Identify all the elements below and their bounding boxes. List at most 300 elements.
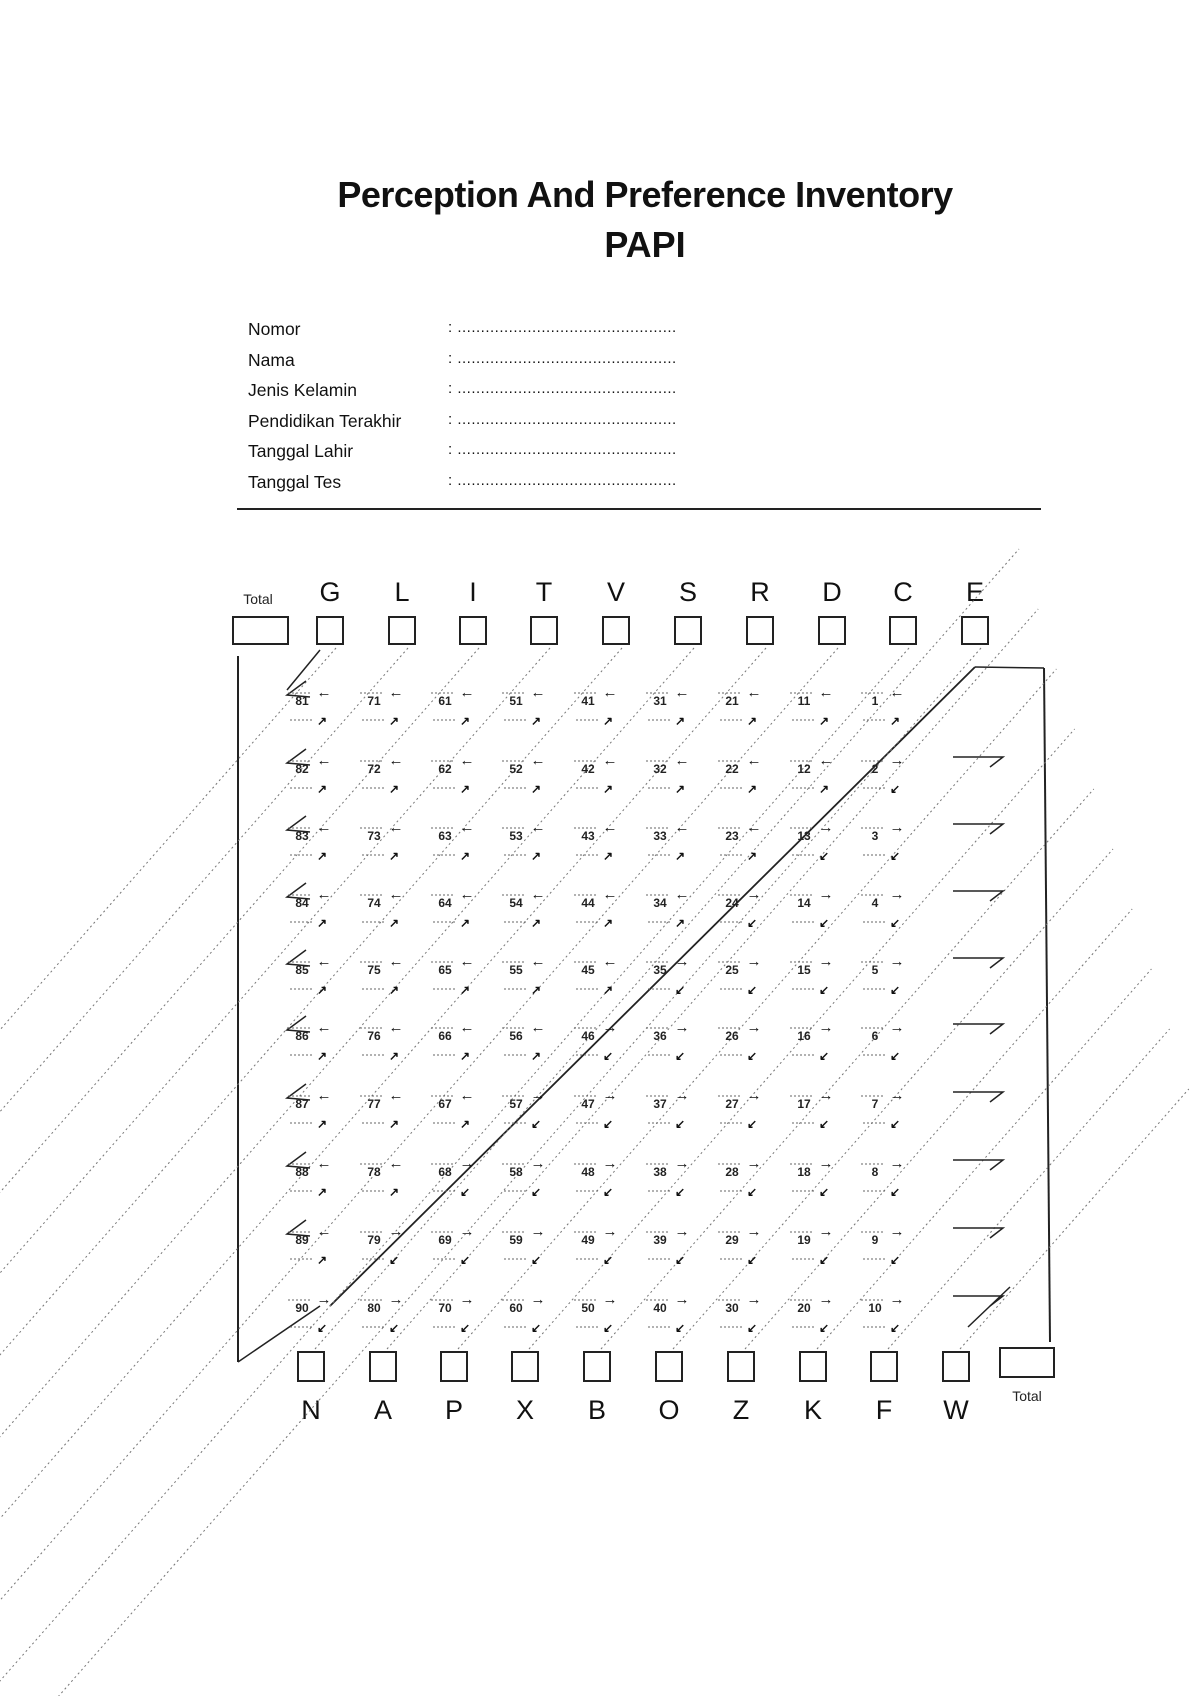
field-value[interactable]: : ............................................... [448,471,677,489]
arrow-up-right-icon: ↗ [746,849,758,863]
arrow-up-right-icon: ↗ [818,714,830,728]
question-number: 8 [871,1165,879,1179]
arrow-left-icon: ← [388,684,404,701]
bottom-score-box-p[interactable] [441,1352,467,1381]
arrow-left-icon: ← [459,1087,475,1104]
question-number: 39 [653,1233,667,1247]
question-number: 78 [367,1165,381,1179]
arrow-down-left-icon: ↙ [674,983,686,997]
bottom-letter-o: O [658,1395,680,1425]
arrow-down-left-icon: ↙ [674,1117,686,1131]
question-number: 53 [509,829,523,843]
top-score-box-v[interactable] [603,617,629,644]
question-number: 89 [295,1233,309,1247]
arrow-down-left-icon: ↙ [602,1185,614,1199]
arrow-up-right-icon: ↗ [674,849,686,863]
field-value[interactable]: : ............................................... [448,319,677,336]
right-hook-mark [953,958,1003,968]
arrow-left-icon: ← [316,684,332,701]
arrow-down-left-icon: ↙ [602,1321,614,1335]
arrow-left-icon: ← [388,819,404,836]
arrow-left-icon: ← [459,684,475,701]
question-number: 82 [295,762,309,776]
arrow-right-icon: → [602,1155,618,1172]
top-score-box-r[interactable] [747,617,773,644]
top-score-box-t[interactable] [531,617,557,644]
arrow-left-icon: ← [316,953,332,970]
bottom-score-box-f[interactable] [871,1352,897,1381]
question-number: 46 [581,1029,595,1043]
question-number: 56 [509,1029,523,1043]
question-number: 29 [725,1233,739,1247]
question-number: 61 [438,694,452,708]
arrow-right-icon: → [746,886,762,903]
arrow-left-icon: ← [316,1223,332,1240]
frame-top-right-line [975,667,1044,668]
arrow-right-icon: → [746,1291,762,1308]
arrow-right-icon: → [459,1155,475,1172]
arrow-down-left-icon: ↙ [674,1321,686,1335]
arrow-left-icon: ← [388,953,404,970]
arrow-down-left-icon: ↙ [602,1049,614,1063]
arrow-down-left-icon: ↙ [818,916,830,930]
arrow-down-left-icon: ↙ [459,1253,471,1267]
arrow-right-icon: → [889,953,905,970]
arrow-down-left-icon: ↙ [388,1321,400,1335]
dotted-guide-line [0,648,981,1696]
arrow-up-right-icon: ↗ [674,714,686,728]
frame-right-line [1044,668,1050,1342]
left-bracket-mark [287,650,320,690]
arrow-right-icon: → [602,1291,618,1308]
question-number: 42 [581,762,595,776]
question-number: 43 [581,829,595,843]
question-number: 64 [438,896,452,910]
top-letter-t: T [535,577,553,607]
arrow-down-left-icon: ↙ [818,1185,830,1199]
arrow-right-icon: → [674,1155,690,1172]
arrow-down-left-icon: ↙ [530,1185,542,1199]
arrow-right-icon: → [889,752,905,769]
arrow-down-left-icon: ↙ [602,1253,614,1267]
arrow-right-icon: → [746,1155,762,1172]
arrow-up-right-icon: ↗ [388,1117,400,1131]
bottom-letter-z: Z [732,1395,750,1425]
question-number: 27 [725,1097,739,1111]
arrow-up-right-icon: ↗ [459,782,471,796]
arrow-down-left-icon: ↙ [674,1049,686,1063]
bottom-score-box-x[interactable] [512,1352,538,1381]
arrow-down-left-icon: ↙ [530,1321,542,1335]
question-number: 7 [871,1097,879,1111]
arrow-down-left-icon: ↙ [602,1117,614,1131]
arrow-down-left-icon: ↙ [889,1049,901,1063]
question-number: 38 [653,1165,667,1179]
right-hook-mark [953,1024,1003,1034]
question-number: 24 [725,896,739,910]
field-label: Tanggal Lahir [248,441,354,461]
arrow-down-left-icon: ↙ [889,1253,901,1267]
question-number: 10 [868,1301,882,1315]
question-number: 68 [438,1165,452,1179]
question-number: 6 [871,1029,879,1043]
question-number: 71 [367,694,381,708]
right-hook-mark [968,1287,1010,1327]
question-number: 72 [367,762,381,776]
right-hook-mark [953,1160,1003,1170]
arrow-left-icon: ← [459,1019,475,1036]
arrow-right-icon: → [818,1291,834,1308]
arrow-right-icon: → [674,1019,690,1036]
arrow-left-icon: ← [602,886,618,903]
question-number: 62 [438,762,452,776]
top-score-box-c[interactable] [890,617,916,644]
arrow-down-left-icon: ↙ [530,1253,542,1267]
question-number: 15 [797,963,811,977]
arrow-left-icon: ← [388,1087,404,1104]
arrow-up-right-icon: ↗ [316,1185,328,1199]
arrow-up-right-icon: ↗ [388,782,400,796]
arrow-up-right-icon: ↗ [316,916,328,930]
top-score-box-i[interactable] [460,617,486,644]
arrow-down-left-icon: ↙ [316,1321,328,1335]
arrow-up-right-icon: ↗ [459,849,471,863]
arrow-up-right-icon: ↗ [316,1253,328,1267]
field-value[interactable]: : ............................................... [448,349,677,367]
arrow-up-right-icon: ↗ [388,849,400,863]
arrow-down-left-icon: ↙ [818,983,830,997]
arrow-left-icon: ← [459,886,475,903]
bottom-letter-k: K [803,1395,823,1425]
arrow-left-icon: ← [459,752,475,769]
arrow-up-right-icon: ↗ [674,782,686,796]
bottom-score-box-w[interactable] [943,1352,969,1381]
arrow-left-icon: ← [889,684,905,701]
arrow-left-icon: ← [530,684,546,701]
arrow-left-icon: ← [316,1155,332,1172]
arrow-right-icon: → [818,1019,834,1036]
top-letter-g: G [319,577,341,607]
arrow-down-left-icon: ↙ [818,1049,830,1063]
question-number: 81 [295,694,309,708]
question-number: 5 [871,963,879,977]
document-title: Perception And Preference Inventory [337,174,953,215]
question-number: 32 [653,762,667,776]
arrow-up-right-icon: ↗ [316,714,328,728]
top-score-box-g[interactable] [317,617,343,644]
arrow-up-right-icon: ↗ [459,983,471,997]
arrow-left-icon: ← [459,819,475,836]
dotted-guide-line [0,648,408,1218]
arrow-up-right-icon: ↗ [316,983,328,997]
arrow-right-icon: → [602,1223,618,1240]
arrow-left-icon: ← [388,752,404,769]
arrow-left-icon: ← [746,752,762,769]
top-score-box-d[interactable] [819,617,845,644]
arrow-left-icon: ← [316,1019,332,1036]
question-number: 13 [797,829,811,843]
arrow-right-icon: → [746,1019,762,1036]
question-number: 87 [295,1097,309,1111]
arrow-down-left-icon: ↙ [889,849,901,863]
arrow-up-right-icon: ↗ [889,714,901,728]
document-subtitle: PAPI [604,224,686,265]
arrow-left-icon: ← [316,752,332,769]
arrow-left-icon: ← [530,886,546,903]
arrow-right-icon: → [889,1155,905,1172]
question-number: 41 [581,694,595,708]
question-number: 45 [581,963,595,977]
question-number: 20 [797,1301,811,1315]
question-number: 77 [367,1097,381,1111]
question-number: 28 [725,1165,739,1179]
arrow-up-right-icon: ↗ [459,916,471,930]
arrow-down-left-icon: ↙ [746,1185,758,1199]
arrow-up-right-icon: ↗ [459,1049,471,1063]
right-hook-mark [953,1092,1003,1102]
arrow-right-icon: → [818,1223,834,1240]
arrow-right-icon: → [889,819,905,836]
arrow-down-left-icon: ↙ [388,1253,400,1267]
dotted-guide-line [0,648,479,1288]
question-number: 58 [509,1165,523,1179]
field-value[interactable]: : ............................................... [448,380,677,397]
arrow-up-right-icon: ↗ [602,714,614,728]
arrow-right-icon: → [530,1155,546,1172]
question-number: 79 [367,1233,381,1247]
right-hook-mark [953,824,1003,834]
question-number: 54 [509,896,523,910]
arrow-down-left-icon: ↙ [818,1117,830,1131]
arrow-left-icon: ← [316,819,332,836]
arrow-right-icon: → [530,1291,546,1308]
arrow-down-left-icon: ↙ [889,1117,901,1131]
field-value[interactable]: : ............................................... [448,410,677,428]
bottom-letter-x: X [515,1395,535,1425]
arrow-up-right-icon: ↗ [388,714,400,728]
arrow-up-right-icon: ↗ [530,983,542,997]
question-number: 34 [653,896,667,910]
bottom-score-box-z[interactable] [728,1352,754,1381]
arrow-down-left-icon: ↙ [889,1185,901,1199]
arrow-right-icon: → [459,1223,475,1240]
arrow-down-left-icon: ↙ [746,916,758,930]
bottom-letter-f: F [875,1395,893,1425]
question-number: 40 [653,1301,667,1315]
question-number: 18 [797,1165,811,1179]
top-total-box[interactable] [233,617,288,644]
arrow-up-right-icon: ↗ [530,1049,542,1063]
arrow-right-icon: → [602,1087,618,1104]
arrow-up-right-icon: ↗ [818,782,830,796]
question-number: 25 [725,963,739,977]
arrow-left-icon: ← [602,819,618,836]
arrow-left-icon: ← [818,684,834,701]
arrow-up-right-icon: ↗ [388,1049,400,1063]
arrow-up-right-icon: ↗ [602,916,614,930]
arrow-left-icon: ← [530,953,546,970]
dotted-guide-line [315,549,1019,1349]
question-number: 44 [581,896,595,910]
question-number: 19 [797,1233,811,1247]
question-number: 88 [295,1165,309,1179]
arrow-up-right-icon: ↗ [316,1117,328,1131]
top-letter-d: D [822,577,842,607]
field-label: Tanggal Tes [248,471,342,492]
top-score-box-e[interactable] [962,617,988,644]
bottom-letter-b: B [587,1395,607,1425]
dotted-guide-line [0,648,766,1568]
question-number: 14 [797,896,811,910]
top-letter-i: I [469,577,477,607]
question-number: 57 [509,1097,523,1111]
top-letter-l: L [394,577,410,607]
arrow-right-icon: → [674,1223,690,1240]
question-number: 75 [367,963,381,977]
question-number: 52 [509,762,523,776]
arrow-up-right-icon: ↗ [530,782,542,796]
bottom-score-box-a[interactable] [370,1352,396,1381]
question-number: 60 [509,1301,523,1315]
arrow-left-icon: ← [388,1155,404,1172]
question-number: 74 [367,896,381,910]
arrow-right-icon: → [889,886,905,903]
question-number: 59 [509,1233,523,1247]
top-letter-s: S [678,577,698,607]
bottom-letter-n: N [301,1395,321,1425]
arrow-left-icon: ← [818,752,834,769]
arrow-up-right-icon: ↗ [459,1117,471,1131]
field-label: Jenis Kelamin [248,380,357,400]
bottom-letter-w: W [943,1395,969,1425]
question-number: 31 [653,694,667,708]
question-number: 85 [295,963,309,977]
arrow-right-icon: → [818,886,834,903]
arrow-left-icon: ← [316,886,332,903]
dotted-guide-line [0,648,622,1428]
bottom-score-box-n[interactable] [298,1352,324,1381]
arrow-up-right-icon: ↗ [530,714,542,728]
question-number: 70 [438,1301,452,1315]
arrow-left-icon: ← [530,752,546,769]
arrow-right-icon: → [674,1087,690,1104]
arrow-up-right-icon: ↗ [746,782,758,796]
question-number: 69 [438,1233,452,1247]
arrow-right-icon: → [530,1087,546,1104]
dotted-guide-line [387,609,1038,1349]
question-number: 3 [871,829,879,843]
bottom-score-box-b[interactable] [584,1352,610,1381]
arrow-right-icon: → [674,953,690,970]
field-value[interactable]: : ............................................... [448,441,677,458]
arrow-right-icon: → [746,1087,762,1104]
question-number: 84 [295,896,309,910]
arrow-down-left-icon: ↙ [674,1185,686,1199]
arrow-up-right-icon: ↗ [602,983,614,997]
field-label: Pendidikan Terakhir [248,410,402,431]
arrow-up-right-icon: ↗ [530,849,542,863]
question-number: 16 [797,1029,811,1043]
question-number: 12 [797,762,811,776]
question-number: 22 [725,762,739,776]
bottom-score-box-k[interactable] [800,1352,826,1381]
dotted-guide-line [0,648,909,1696]
top-letter-v: V [606,577,626,607]
question-number: 50 [581,1301,595,1315]
question-number: 48 [581,1165,595,1179]
arrow-down-left-icon: ↙ [818,1253,830,1267]
arrow-right-icon: → [889,1291,905,1308]
arrow-up-right-icon: ↗ [530,916,542,930]
arrow-down-left-icon: ↙ [889,916,901,930]
arrow-left-icon: ← [602,684,618,701]
dotted-guide-line [888,1029,1170,1349]
arrow-down-left-icon: ↙ [746,983,758,997]
arrow-down-left-icon: ↙ [818,1321,830,1335]
arrow-down-left-icon: ↙ [459,1321,471,1335]
question-number: 26 [725,1029,739,1043]
arrow-up-right-icon: ↗ [459,714,471,728]
arrow-up-right-icon: ↗ [602,849,614,863]
question-number: 21 [725,694,739,708]
arrow-left-icon: ← [388,886,404,903]
dotted-guide-line [458,669,1056,1349]
bottom-score-box-o[interactable] [656,1352,682,1381]
arrow-down-left-icon: ↙ [459,1185,471,1199]
question-number: 49 [581,1233,595,1247]
arrow-right-icon: → [459,1291,475,1308]
question-number: 47 [581,1097,595,1111]
top-score-box-s[interactable] [675,617,701,644]
question-number: 76 [367,1029,381,1043]
top-letter-r: R [750,577,770,607]
question-number: 90 [295,1301,309,1315]
arrow-left-icon: ← [530,819,546,836]
question-number: 1 [871,694,879,708]
arrow-right-icon: → [818,953,834,970]
arrow-right-icon: → [530,1223,546,1240]
arrow-right-icon: → [388,1223,404,1240]
arrow-left-icon: ← [602,953,618,970]
arrow-up-right-icon: ↗ [388,983,400,997]
bottom-total-label: Total [1012,1388,1042,1404]
question-number: 51 [509,694,523,708]
question-number: 23 [725,829,739,843]
arrow-down-left-icon: ↙ [889,1321,901,1335]
arrow-left-icon: ← [388,1019,404,1036]
arrow-up-right-icon: ↗ [316,849,328,863]
arrow-down-left-icon: ↙ [530,1117,542,1131]
top-letter-c: C [893,577,913,607]
arrow-down-left-icon: ↙ [746,1049,758,1063]
arrow-left-icon: ← [602,752,618,769]
arrow-down-left-icon: ↙ [746,1253,758,1267]
arrow-left-icon: ← [674,684,690,701]
bottom-letter-a: A [373,1395,393,1425]
dotted-guide-line [960,1089,1189,1349]
arrow-right-icon: → [746,1223,762,1240]
field-label: Nomor [248,319,301,339]
bottom-total-box[interactable] [1000,1348,1054,1377]
question-number: 4 [871,896,879,910]
arrow-up-right-icon: ↗ [746,714,758,728]
top-score-box-l[interactable] [389,617,415,644]
question-number: 66 [438,1029,452,1043]
question-number: 80 [367,1301,381,1315]
arrow-up-right-icon: ↗ [674,916,686,930]
arrow-left-icon: ← [746,684,762,701]
arrow-down-left-icon: ↙ [674,1253,686,1267]
